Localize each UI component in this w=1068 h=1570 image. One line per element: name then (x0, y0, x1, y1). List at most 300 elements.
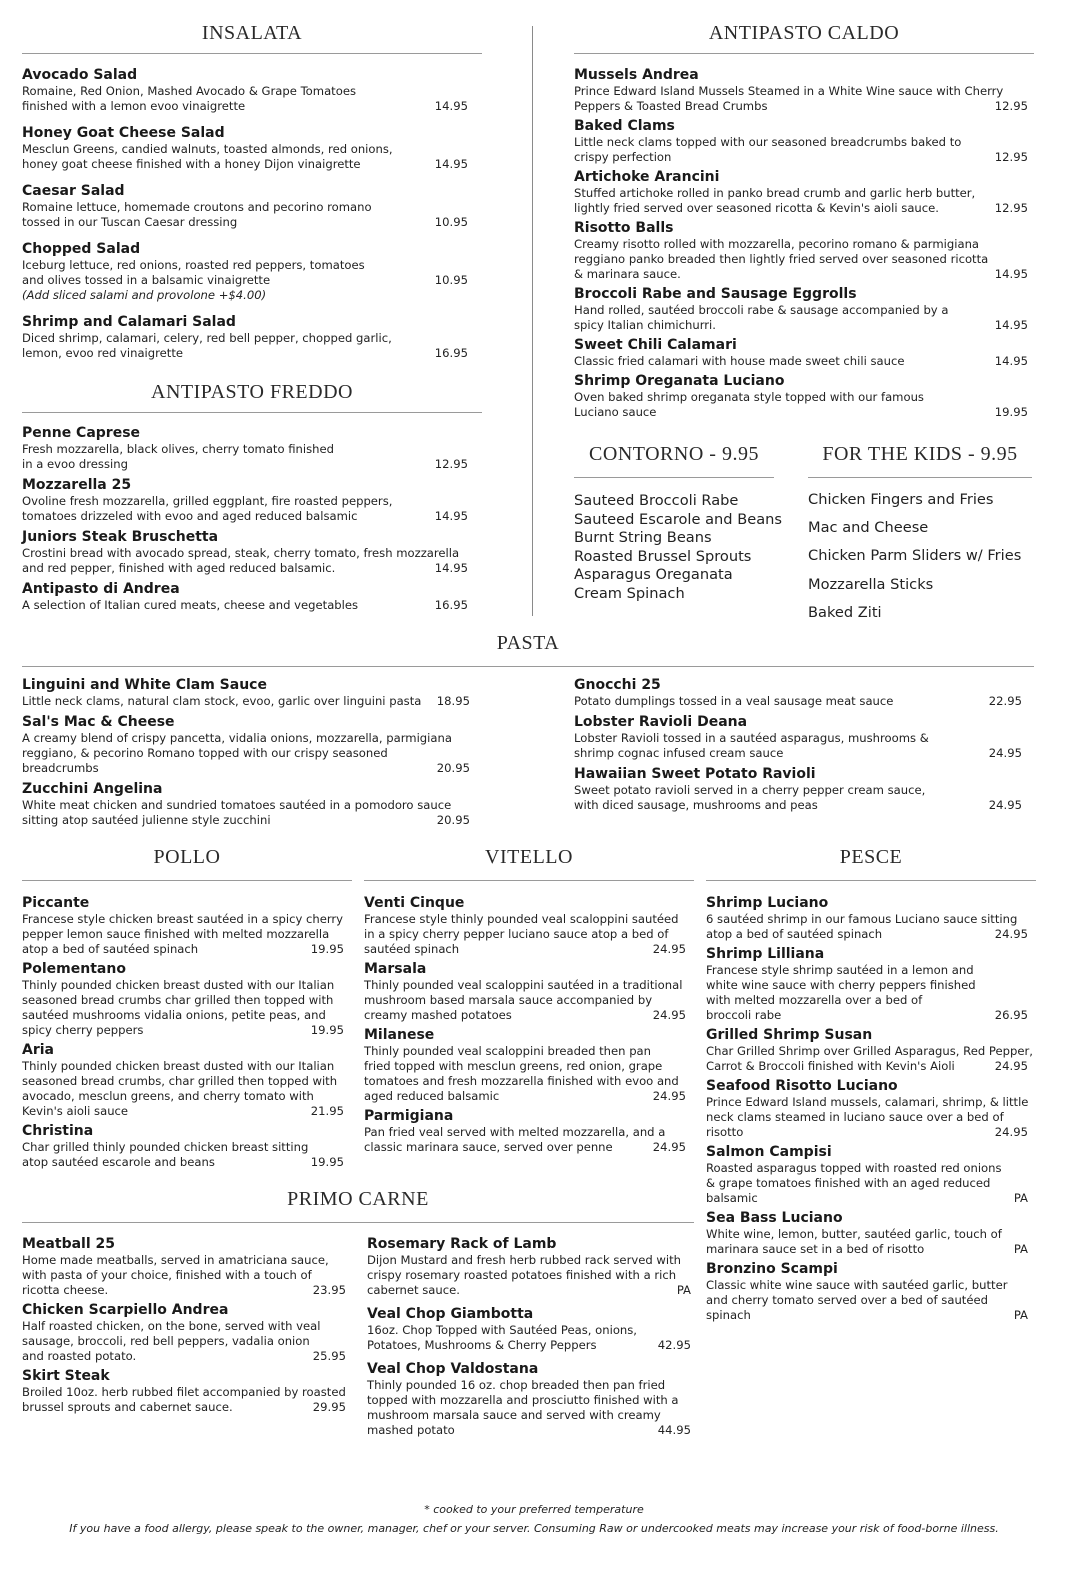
menu-item (706, 1261, 1028, 1323)
item-name: Baked Clams (574, 118, 675, 134)
description-line: seasoned bread crumbs char grilled then topped with (22, 993, 334, 1007)
menu-list (574, 67, 1028, 420)
item-price: 24.95 (994, 1059, 1028, 1073)
section-title: PRIMO CARNE (287, 1188, 429, 1210)
item-price: 12.95 (994, 99, 1028, 113)
description-line: atop sautéed escarole and beans (22, 1155, 215, 1169)
pasta-left-list (22, 677, 470, 828)
menu-item (22, 961, 344, 1038)
item-name: Aria (22, 1042, 54, 1058)
item-price: 14.95 (994, 318, 1028, 332)
item-name: Shrimp Oreganata Luciano (574, 373, 785, 389)
item-name: Milanese (364, 1027, 435, 1043)
description-line: sausage, broccoli, red bell peppers, vadalia onion (22, 1334, 310, 1348)
item-price: PA (676, 1283, 691, 1297)
description-line: Creamy risotto rolled with mozzarella, pecorino romano & parmigiana (574, 237, 980, 251)
item-price: 10.95 (434, 215, 468, 229)
item-description (706, 1161, 1028, 1206)
item-name: Avocado Salad (22, 67, 138, 83)
item-description (364, 912, 686, 957)
menu-list (22, 67, 468, 361)
description-line: Dijon Mustard and fresh herb rubbed rack served with (367, 1253, 681, 1267)
menu-item (706, 1078, 1028, 1140)
menu-item (706, 1210, 1028, 1257)
kids-item: Mac and Cheese (808, 519, 929, 537)
description-line: tomatoes and fresh mozzarella finished with evoo and (364, 1074, 679, 1088)
section-title: INSALATA (201, 22, 303, 44)
item-price: 14.95 (434, 509, 468, 523)
menu-item (22, 1042, 344, 1119)
description-line: Thinly pounded 16 oz. chop breaded then pan fried (367, 1378, 666, 1392)
description-line: sitting atop sautéed julienne style zucchini (22, 813, 271, 827)
menu-item (22, 477, 468, 524)
item-price: 16.95 (434, 598, 468, 612)
item-name: Honey Goat Cheese Salad (22, 125, 225, 141)
item-name: Meatball 25 (22, 1236, 115, 1252)
description-line: Classic white wine sauce with sautéed garlic, butter (706, 1278, 1008, 1292)
menu-item (574, 220, 1028, 282)
description-line: Little neck clams topped with our seasoned breadcrumbs baked to (574, 135, 962, 149)
description-line: Thinly pounded veal scaloppini sautéed in a traditional (364, 978, 683, 992)
description-line: with diced sausage, mushrooms and peas (574, 798, 818, 812)
item-price: 24.95 (988, 746, 1022, 760)
menu-item (364, 961, 686, 1023)
item-description (706, 1227, 1028, 1257)
menu-list (22, 425, 468, 613)
divider (364, 880, 694, 881)
menu-item (364, 1027, 686, 1104)
item-price: 14.95 (434, 561, 468, 575)
menu-item (574, 169, 1028, 216)
item-name: Bronzino Scampi (706, 1261, 838, 1277)
pesce-section (706, 846, 1036, 1323)
description-line: Thinly pounded chicken breast dusted with our Italian (22, 1059, 335, 1073)
description-line: reggiano panko breaded then lightly fried served over seasoned ricotta (574, 252, 989, 266)
menu-item (22, 125, 468, 172)
item-name: Broccoli Rabe and Sausage Eggrolls (574, 286, 857, 302)
description-line: Pan fried veal served with melted mozzarella, and a (364, 1125, 666, 1139)
item-price: 14.95 (434, 157, 468, 171)
item-description (22, 978, 344, 1038)
section-title: ANTIPASTO FREDDO (151, 381, 353, 403)
description-line: tomatoes drizzeled with evoo and aged reduced balsamic (22, 509, 358, 523)
description-line: A selection of Italian cured meats, cheese and vegetables (22, 598, 359, 612)
description-line: Francese style chicken breast sautéed in a spicy cherry (22, 912, 344, 926)
description-line: crispy rosemary roasted potatoes finished with a rich (367, 1268, 677, 1282)
item-price: 10.95 (434, 273, 468, 287)
description-line: shrimp cognac infused cream sauce (574, 746, 784, 760)
divider (22, 666, 1034, 667)
menu-list (364, 895, 686, 1155)
description-line: ricotta cheese. (22, 1283, 109, 1297)
item-description (22, 731, 470, 776)
item-price: 14.95 (434, 99, 468, 113)
item-name: Risotto Balls (574, 220, 674, 236)
vitello-section (364, 846, 694, 1155)
menu-item (22, 1368, 346, 1415)
section-title: CONTORNO - 9.95 (589, 443, 759, 465)
description-line: Crostini bread with avocado spread, steak, cherry tomato, fresh mozzarella (22, 546, 460, 560)
description-line: balsamic (706, 1191, 758, 1205)
description-line: & grape tomatoes finished with an aged reduced (706, 1176, 991, 1190)
description-line: risotto (706, 1125, 744, 1139)
description-line: atop a bed of sautéed spinach (22, 942, 199, 956)
menu-item (364, 1108, 686, 1155)
menu-item (22, 895, 344, 957)
item-description (22, 1140, 344, 1170)
description-line: Char grilled thinly pounded chicken breast sitting (22, 1140, 309, 1154)
menu-item (22, 183, 468, 230)
item-name: Mozzarella 25 (22, 477, 132, 493)
item-price: PA (1013, 1242, 1028, 1256)
item-name: Mussels Andrea (574, 67, 699, 83)
divider (22, 53, 482, 54)
description-line: with pasta of your choice, finished with a touch of (22, 1268, 312, 1282)
description-line: Mesclun Greens, candied walnuts, toasted almonds, red onions, (22, 142, 393, 156)
item-description (364, 1125, 686, 1155)
item-description (706, 1095, 1028, 1140)
item-price: 14.95 (994, 267, 1028, 281)
description-line: broccoli rabe (706, 1008, 782, 1022)
item-description (22, 598, 468, 613)
description-line: Roasted asparagus topped with roasted red onions (706, 1161, 1002, 1175)
item-description (22, 912, 344, 957)
side-item: Asparagus Oreganata (574, 566, 733, 583)
divider (808, 477, 1032, 478)
description-line: Classic fried calamari with house made sweet chili sauce (574, 354, 905, 368)
item-description (22, 494, 468, 524)
item-price: 16.95 (434, 346, 468, 360)
description-line: Prince Edward Island mussels, calamari, shrimp, & little (706, 1095, 1029, 1109)
description-line: spicy Italian chimichurri. (574, 318, 716, 332)
menu-item (574, 677, 1022, 709)
item-name: Sweet Chili Calamari (574, 337, 737, 353)
kids-item: Chicken Fingers and Fries (808, 491, 994, 508)
menu-item (574, 286, 1028, 333)
menu-item (22, 714, 470, 776)
antipasto-freddo-section (22, 381, 482, 613)
description-line: Home made meatballs, served in amatriciana sauce, (22, 1253, 329, 1267)
description-line: seasoned bread crumbs, char grilled then topped with (22, 1074, 338, 1088)
description-line: sautéed mushrooms vidalia onions, petite peas, and (22, 1008, 326, 1022)
description-line: and olives tossed in a balsamic vinaigrette (22, 273, 271, 287)
menu-item (367, 1306, 691, 1353)
description-line: marinara sauce set in a bed of risotto (706, 1242, 925, 1256)
item-description (574, 186, 1028, 216)
description-line: 16oz. Chop Topped with Sautéed Peas, onions, (367, 1323, 637, 1337)
item-note: (Add sliced salami and provolone +$4.00) (22, 288, 267, 302)
description-line: Potato dumplings tossed in a veal sausage meat sauce (574, 694, 894, 708)
item-description (706, 912, 1028, 942)
item-name: Penne Caprese (22, 425, 141, 441)
menu-item (22, 67, 468, 114)
side-item: Sauteed Broccoli Rabe (574, 492, 739, 509)
description-line: lemon, evoo red vinaigrette (22, 346, 183, 360)
menu-item (706, 1027, 1033, 1074)
description-line: White wine, lemon, butter, sautéed garlic, touch of (706, 1227, 1002, 1241)
description-line: Prince Edward Island Mussels Steamed in a White Wine sauce with Cherry (574, 84, 1004, 98)
item-description (364, 1044, 686, 1104)
description-line: Diced shrimp, calamari, celery, red bell pepper, chopped garlic, (22, 331, 392, 345)
description-line: & marinara sauce. (574, 267, 681, 281)
description-line: Francese style thinly pounded veal scaloppini sautéed (364, 912, 679, 926)
item-price: 24.95 (988, 798, 1022, 812)
item-description (367, 1378, 691, 1438)
item-name: Hawaiian Sweet Potato Ravioli (574, 766, 816, 782)
item-price: 24.95 (994, 927, 1028, 941)
item-description (574, 237, 1028, 282)
item-name: Seafood Risotto Luciano (706, 1078, 898, 1094)
description-line: crispy perfection (574, 150, 672, 164)
item-price: 24.95 (994, 1125, 1028, 1139)
description-line: breadcrumbs (22, 761, 99, 775)
item-name: Chopped Salad (22, 241, 141, 257)
description-line: Kevin's aioli sauce (22, 1104, 129, 1118)
description-line: spicy cherry peppers (22, 1023, 144, 1037)
item-name: Shrimp Lilliana (706, 946, 825, 962)
insalata-section (22, 22, 482, 361)
item-price: 22.95 (988, 694, 1022, 708)
side-item: Cream Spinach (574, 584, 685, 602)
item-name: Chicken Scarpiello Andrea (22, 1302, 229, 1318)
description-line: lightly fried served over seasoned ricotta & Kevin's aioli sauce. (574, 201, 939, 215)
divider (574, 477, 774, 478)
kids-item: Baked Ziti (808, 603, 882, 621)
item-description (367, 1323, 691, 1353)
menu-item (574, 118, 1028, 165)
divider (22, 1222, 694, 1223)
description-line: finished with a lemon evoo vinaigrette (22, 99, 246, 113)
description-line: Iceburg lettuce, red onions, roasted red peppers, tomatoes (22, 258, 365, 272)
menu-item (22, 241, 468, 303)
menu-item (22, 314, 468, 361)
item-name: Venti Cinque (364, 895, 465, 911)
description-line: Carrot & Broccoli finished with Kevin's Aioli (706, 1059, 955, 1073)
item-price: 29.95 (312, 1400, 346, 1414)
menu-item (574, 67, 1028, 114)
item-name: Shrimp and Calamari Salad (22, 314, 236, 330)
item-price: 12.95 (994, 201, 1028, 215)
description-line: white wine sauce with cherry peppers finished (706, 978, 976, 992)
contorno-section (574, 443, 782, 603)
primo-carne-section (22, 1188, 694, 1223)
menu-item (706, 1144, 1028, 1206)
menu-list (706, 895, 1033, 1323)
description-line: topped with mozzarella and prosciutto finished with a (367, 1393, 679, 1407)
pollo-section (22, 846, 352, 1170)
item-price: 26.95 (994, 1008, 1028, 1022)
menu-item (574, 766, 1022, 813)
menu-item (22, 1302, 346, 1364)
item-name: Veal Chop Valdostana (367, 1361, 539, 1377)
item-name: Gnocchi 25 (574, 677, 661, 693)
side-list (574, 492, 782, 603)
description-line: and cherry tomato served over a bed of sautéed (706, 1293, 988, 1307)
menu-item (364, 895, 686, 957)
item-description (706, 1278, 1028, 1323)
item-description (22, 546, 468, 576)
description-line: Ovoline fresh mozzarella, grilled eggplant, fire roasted peppers, (22, 494, 393, 508)
description-line: White meat chicken and sundried tomatoes sautéed in a pomodoro sauce (22, 798, 452, 812)
item-description (22, 442, 468, 472)
description-line: classic marinara sauce, served over penne (364, 1140, 613, 1154)
column-divider (532, 26, 533, 616)
description-line: A creamy blend of crispy pancetta, vidalia onions, mozzarella, parmigiana (22, 731, 452, 745)
description-line: with melted mozzarella over a bed of (706, 993, 923, 1007)
description-line: neck clams steamed in luciano sauce over a bed of (706, 1110, 1004, 1124)
description-line: fried topped with mesclun greens, red onion, grape (364, 1059, 663, 1073)
item-description (22, 200, 468, 230)
item-description (22, 1253, 346, 1298)
section-title: ANTIPASTO CALDO (708, 22, 900, 44)
item-description (22, 1319, 346, 1364)
item-description (22, 1059, 344, 1119)
item-price: 24.95 (652, 1089, 686, 1103)
item-name: Marsala (364, 961, 427, 977)
item-name: Lobster Ravioli Deana (574, 714, 748, 730)
item-name: Antipasto di Andrea (22, 581, 180, 597)
item-price: 21.95 (310, 1104, 344, 1118)
divider (706, 880, 1036, 881)
item-description (364, 978, 686, 1023)
item-description (574, 783, 1022, 813)
item-description (22, 84, 468, 114)
description-line: Sweet potato ravioli served in a cherry pepper cream sauce, (574, 783, 926, 797)
item-description (22, 258, 468, 303)
description-line: Francese style shrimp sautéed in a lemon and (706, 963, 974, 977)
item-description (22, 798, 470, 828)
item-price: 14.95 (994, 354, 1028, 368)
item-price: 12.95 (434, 457, 468, 471)
item-name: Grilled Shrimp Susan (706, 1027, 873, 1043)
description-line: tossed in our Tuscan Caesar dressing (22, 215, 238, 229)
description-line: in a spicy cherry pepper luciano sauce atop a bed of (364, 927, 669, 941)
item-price: PA (1013, 1308, 1028, 1322)
menu-item (22, 529, 468, 576)
footer-note: * cooked to your preferred temperature (424, 1503, 644, 1516)
side-item: Sauteed Escarole and Beans (574, 510, 782, 528)
item-description (574, 84, 1028, 114)
item-price: 23.95 (312, 1283, 346, 1297)
primo-carne-left-list (22, 1236, 346, 1415)
description-line: and roasted potato. (22, 1349, 137, 1363)
menu-list (22, 895, 344, 1170)
kids-list (808, 486, 1032, 627)
item-description (22, 1385, 346, 1415)
item-price: 18.95 (436, 694, 470, 708)
item-price: 19.95 (994, 405, 1028, 419)
menu-item (367, 1236, 691, 1298)
description-line: Stuffed artichoke rolled in panko bread crumb and garlic herb butter, (574, 186, 976, 200)
description-line: Half roasted chicken, on the bone, served with veal (22, 1319, 321, 1333)
item-description (574, 303, 1028, 333)
side-item: Burnt String Beans (574, 529, 712, 546)
item-price: 44.95 (657, 1423, 691, 1437)
item-description (22, 331, 468, 361)
menu-item (367, 1361, 691, 1438)
section-title: VITELLO (485, 846, 573, 868)
item-price: PA (1013, 1191, 1028, 1205)
section-title: PASTA (496, 632, 560, 654)
item-name: Zucchini Angelina (22, 781, 163, 797)
item-name: Sal's Mac & Cheese (22, 714, 175, 730)
item-name: Juniors Steak Bruschetta (22, 529, 219, 545)
item-name: Rosemary Rack of Lamb (367, 1236, 557, 1252)
item-price: 24.95 (652, 942, 686, 956)
item-description (574, 390, 1028, 420)
menu-item (22, 781, 470, 828)
item-description (574, 354, 1028, 369)
item-description (574, 694, 1022, 709)
item-description (22, 142, 468, 172)
menu-item (574, 337, 1028, 369)
description-line: aged reduced balsamic (364, 1089, 500, 1103)
section-title: FOR THE KIDS - 9.95 (822, 443, 1018, 465)
description-line: Oven baked shrimp oreganata style topped with our famous (574, 390, 924, 404)
primo-carne-right-list (367, 1236, 691, 1438)
menu-item (22, 1123, 344, 1170)
menu-item (574, 373, 1028, 420)
item-price: 25.95 (312, 1349, 346, 1363)
menu-item (22, 677, 470, 709)
description-line: spinach (706, 1308, 751, 1322)
item-name: Veal Chop Giambotta (367, 1306, 534, 1322)
item-name: Piccante (22, 895, 90, 911)
description-line: mushroom based marsala sauce accompanied by (364, 993, 653, 1007)
item-name: Shrimp Luciano (706, 895, 829, 911)
menu-item (22, 1236, 346, 1298)
footer-allergy: If you have a food allergy, please speak to the owner, manager, chef or your server. Consuming Raw or undercooked meats may increase your risk of food-borne illness. (69, 1522, 999, 1535)
item-name: Caesar Salad (22, 183, 125, 199)
item-price: 42.95 (657, 1338, 691, 1352)
item-price: 20.95 (436, 761, 470, 775)
item-name: Christina (22, 1123, 94, 1139)
item-description (574, 135, 1028, 165)
description-line: 6 sautéed shrimp in our famous Luciano sauce sitting (706, 912, 1018, 926)
side-item: Roasted Brussel Sprouts (574, 547, 752, 565)
description-line: Potatoes, Mushrooms & Cherry Peppers (367, 1338, 597, 1352)
item-name: Polementano (22, 961, 126, 977)
item-description (574, 731, 1022, 761)
section-title: PESCE (839, 846, 903, 868)
description-line: reggiano, & pecorino Romano topped with our crispy seasoned (22, 746, 388, 760)
description-line: Little neck clams, natural clam stock, evoo, garlic over linguini pasta (22, 694, 422, 708)
item-description (367, 1253, 691, 1298)
section-title: POLLO (153, 846, 221, 868)
kids-item: Chicken Parm Sliders w/ Fries (808, 547, 1022, 565)
description-line: cabernet sauce. (367, 1283, 460, 1297)
item-price: 19.95 (310, 942, 344, 956)
description-line: Romaine, Red Onion, Mashed Avocado & Grape Tomatoes (22, 84, 356, 98)
description-line: Romaine lettuce, homemade croutons and pecorino romano (22, 200, 372, 214)
description-line: Peppers & Toasted Bread Crumbs (574, 99, 768, 113)
item-name: Salmon Campisi (706, 1144, 832, 1160)
divider (22, 880, 352, 881)
menu-item (22, 581, 468, 613)
description-line: Char Grilled Shrimp over Grilled Asparagus, Red Pepper, (706, 1044, 1033, 1058)
description-line: atop a bed of sautéed spinach (706, 927, 883, 941)
description-line: mashed potato (367, 1423, 455, 1437)
description-line: sautéed spinach (364, 942, 460, 956)
item-description (22, 694, 470, 709)
item-name: Linguini and White Clam Sauce (22, 677, 267, 693)
description-line: Fresh mozzarella, black olives, cherry tomato finished (22, 442, 335, 456)
description-line: honey goat cheese finished with a honey Dijon vinaigrette (22, 157, 361, 171)
item-name: Sea Bass Luciano (706, 1210, 843, 1226)
item-price: 19.95 (310, 1023, 344, 1037)
divider (574, 53, 1034, 54)
description-line: Broiled 10oz. herb rubbed filet accompanied by roasted (22, 1385, 346, 1399)
